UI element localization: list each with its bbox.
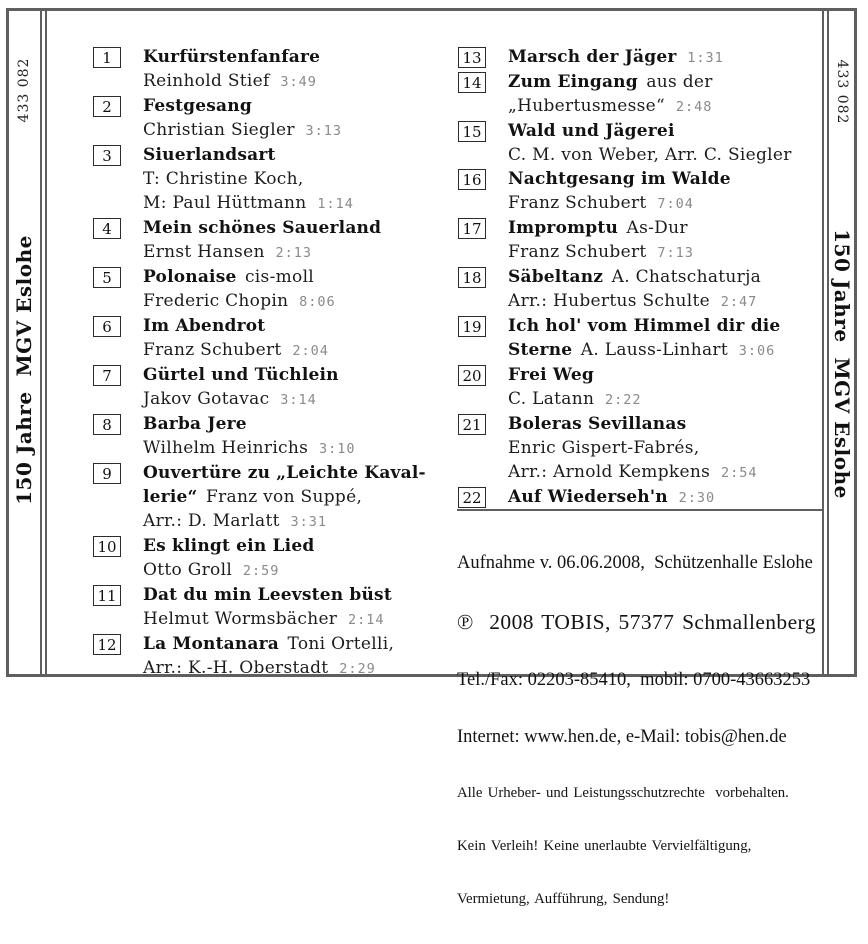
track-number: 3 bbox=[93, 145, 121, 166]
track-item bbox=[93, 412, 455, 461]
track-credit: Frederic Chopin bbox=[143, 291, 289, 311]
track-lines bbox=[143, 632, 394, 681]
track-number: 14 bbox=[458, 72, 486, 93]
track-time: 1:31 bbox=[687, 50, 724, 66]
track-number: 6 bbox=[93, 316, 121, 337]
track-number: 18 bbox=[458, 267, 486, 288]
spine-title-left: 150 Jahre MGV Eslohe bbox=[12, 235, 36, 505]
track-lines bbox=[508, 119, 792, 167]
track-line bbox=[508, 45, 724, 70]
track-item bbox=[93, 461, 455, 534]
track-credit: Ernst Hansen bbox=[143, 242, 265, 262]
track-time: 3:49 bbox=[280, 74, 317, 90]
track-credit: A. Lauss-Linhart bbox=[580, 340, 728, 360]
track-item bbox=[93, 632, 455, 681]
track-item bbox=[458, 265, 828, 314]
track-lines bbox=[143, 412, 355, 461]
track-time: 7:04 bbox=[657, 196, 694, 212]
track-title: lerie“ bbox=[143, 487, 198, 507]
track-title: Gürtel und Tüchlein bbox=[143, 365, 339, 385]
track-credit: Christian Siegler bbox=[143, 120, 295, 140]
track-title: Siuerlandsart bbox=[143, 145, 276, 165]
track-lines bbox=[143, 363, 339, 412]
track-line bbox=[143, 240, 381, 265]
track-line bbox=[143, 216, 381, 240]
track-line bbox=[143, 387, 339, 412]
track-number: 16 bbox=[458, 169, 486, 190]
track-title: Nachtgesang im Walde bbox=[508, 169, 731, 189]
track-line bbox=[143, 289, 336, 314]
track-line bbox=[143, 461, 426, 485]
track-item bbox=[93, 583, 455, 632]
track-line bbox=[508, 338, 780, 363]
track-line bbox=[143, 534, 314, 558]
track-number: 13 bbox=[458, 47, 486, 68]
track-credit: Arr.: Arnold Kempkens bbox=[508, 462, 711, 482]
track-line bbox=[143, 436, 355, 461]
track-title: Festgesang bbox=[143, 96, 252, 116]
track-column-left bbox=[93, 45, 455, 681]
track-line bbox=[508, 240, 694, 265]
track-time: 2:48 bbox=[675, 99, 713, 115]
track-time: 2:04 bbox=[292, 343, 329, 359]
track-line bbox=[143, 363, 339, 387]
phone-line: Tel./Fax: 02203-85410, mobil: 0700-43663253 bbox=[457, 670, 811, 690]
track-line bbox=[508, 314, 780, 338]
track-title: Kurfürstenfanfare bbox=[143, 47, 321, 67]
track-credit: M: Paul Hüttmann bbox=[143, 193, 307, 213]
track-item bbox=[93, 94, 455, 143]
track-line bbox=[508, 289, 761, 314]
track-item bbox=[458, 216, 828, 265]
track-lines bbox=[508, 167, 731, 216]
track-number: 15 bbox=[458, 121, 486, 142]
track-credit: Franz Schubert bbox=[508, 242, 647, 262]
track-title: Säbeltanz bbox=[508, 267, 604, 287]
track-item bbox=[93, 314, 455, 363]
track-line bbox=[143, 558, 314, 583]
track-time: 7:13 bbox=[657, 245, 694, 261]
track-item bbox=[93, 265, 455, 314]
track-time: 3:10 bbox=[318, 441, 356, 457]
legal-note-line: Kein Verleih! Keine unerlaubte Vervielfältigung, bbox=[457, 837, 752, 854]
track-line bbox=[143, 314, 329, 338]
track-lines bbox=[508, 363, 642, 412]
track-number: 4 bbox=[93, 218, 121, 239]
track-line bbox=[143, 412, 355, 436]
track-time: 2:30 bbox=[678, 490, 716, 506]
track-credit: Arr.: K.-H. Oberstadt bbox=[143, 658, 329, 678]
track-number: 11 bbox=[93, 585, 121, 606]
info-block bbox=[457, 516, 832, 944]
track-line bbox=[143, 94, 342, 118]
track-line bbox=[508, 70, 713, 94]
track-credit: „Hubertusmesse“ bbox=[508, 96, 666, 116]
track-credit: aus der bbox=[646, 72, 713, 92]
track-number: 2 bbox=[93, 96, 121, 117]
track-line bbox=[143, 143, 354, 167]
track-line bbox=[143, 338, 329, 363]
track-number: 22 bbox=[458, 487, 486, 508]
track-line bbox=[143, 167, 354, 191]
track-item bbox=[458, 167, 828, 216]
track-title: Es klingt ein Lied bbox=[143, 536, 315, 556]
track-time: 3:14 bbox=[280, 392, 317, 408]
track-line bbox=[508, 167, 731, 191]
track-line bbox=[508, 119, 792, 143]
track-line bbox=[508, 363, 642, 387]
track-item bbox=[458, 412, 828, 485]
track-line bbox=[143, 583, 392, 607]
track-title: Ouvertüre zu „Leichte Kaval- bbox=[143, 463, 426, 483]
track-lines bbox=[143, 265, 336, 314]
track-time: 3:06 bbox=[738, 343, 776, 359]
track-line bbox=[508, 460, 757, 485]
track-line bbox=[508, 485, 715, 510]
track-number: 9 bbox=[93, 463, 121, 484]
track-title: Zum Eingang bbox=[508, 72, 638, 92]
track-line bbox=[143, 656, 394, 681]
track-credit: Franz von Suppé, bbox=[205, 487, 363, 507]
track-lines bbox=[143, 314, 329, 363]
track-item bbox=[93, 45, 455, 94]
track-time: 1:14 bbox=[317, 196, 354, 212]
track-credit: As-Dur bbox=[626, 218, 688, 238]
track-credit: Franz Schubert bbox=[508, 193, 647, 213]
track-lines bbox=[143, 534, 314, 583]
recording-info: Aufnahme v. 06.06.2008, Schützenhalle Eslohe bbox=[457, 553, 813, 573]
track-item bbox=[458, 314, 828, 363]
track-lines bbox=[508, 485, 715, 510]
spine-title-right: 150 Jahre MGV Eslohe bbox=[830, 229, 854, 499]
track-number: 8 bbox=[93, 414, 121, 435]
legal-note-line: Vermietung, Aufführung, Sendung! bbox=[457, 890, 670, 907]
track-title: Marsch der Jäger bbox=[508, 47, 677, 67]
track-title: Ich hol' vom Himmel dir die bbox=[508, 316, 781, 336]
track-lines bbox=[508, 314, 780, 363]
track-lines bbox=[508, 216, 694, 265]
track-credit: Enric Gispert-Fabrés, bbox=[508, 438, 700, 458]
track-credit: C. Latann bbox=[508, 389, 595, 409]
track-line bbox=[143, 69, 320, 94]
track-line bbox=[508, 143, 792, 167]
track-title: Mein schönes Sauerland bbox=[143, 218, 382, 238]
track-line bbox=[508, 216, 694, 240]
track-title: Im Abendrot bbox=[143, 316, 266, 336]
track-number: 10 bbox=[93, 536, 121, 557]
track-item bbox=[458, 45, 828, 70]
track-credit: Jakov Gotavac bbox=[143, 389, 270, 409]
track-lines bbox=[508, 70, 713, 119]
track-line bbox=[508, 436, 757, 460]
track-lines bbox=[143, 216, 381, 265]
track-line bbox=[143, 191, 354, 216]
track-title: Sterne bbox=[508, 340, 573, 360]
catalog-number-left: 433 082 bbox=[16, 57, 32, 123]
track-lines bbox=[143, 143, 354, 216]
track-title: Boleras Sevillanas bbox=[508, 414, 687, 434]
track-credit: Arr.: Hubertus Schulte bbox=[508, 291, 710, 311]
track-credit: C. M. von Weber, Arr. C. Siegler bbox=[508, 145, 792, 165]
track-line bbox=[508, 265, 761, 289]
track-line bbox=[143, 632, 394, 656]
track-number: 19 bbox=[458, 316, 486, 337]
track-number: 17 bbox=[458, 218, 486, 239]
track-credit: Helmut Wormsbächer bbox=[143, 609, 338, 629]
internet-line: Internet: www.hen.de, e-Mail: tobis@hen.de bbox=[457, 727, 787, 747]
track-number: 5 bbox=[93, 267, 121, 288]
track-title: Wald und Jägerei bbox=[508, 121, 675, 141]
track-credit: Franz Schubert bbox=[143, 340, 282, 360]
track-time: 3:31 bbox=[290, 514, 328, 530]
track-line bbox=[508, 387, 642, 412]
track-item bbox=[458, 363, 828, 412]
track-lines bbox=[508, 265, 761, 314]
track-credit: Arr.: D. Marlatt bbox=[143, 511, 280, 531]
track-number: 7 bbox=[93, 365, 121, 386]
track-title: Polonaise bbox=[143, 267, 237, 287]
info-divider bbox=[457, 509, 823, 511]
track-item bbox=[93, 363, 455, 412]
track-line bbox=[508, 412, 757, 436]
track-lines bbox=[508, 45, 724, 70]
track-credit: cis-moll bbox=[244, 267, 315, 287]
track-time: 2:22 bbox=[605, 392, 642, 408]
track-time: 2:59 bbox=[242, 563, 280, 579]
track-line bbox=[508, 94, 713, 119]
legal-note-line: Alle Urheber- und Leistungsschutzrechte vorbehalten. bbox=[457, 784, 789, 801]
track-time: 8:06 bbox=[299, 294, 336, 310]
track-title: Dat du min Leevsten büst bbox=[143, 585, 392, 605]
track-title: Auf Wiederseh'n bbox=[508, 487, 668, 507]
track-time: 2:13 bbox=[275, 245, 312, 261]
track-number: 1 bbox=[93, 47, 121, 68]
track-time: 3:13 bbox=[305, 123, 343, 139]
track-line bbox=[143, 118, 342, 143]
track-lines bbox=[143, 45, 320, 94]
track-number: 20 bbox=[458, 365, 486, 386]
publisher-line: ℗ 2008 TOBIS, 57377 Schmallenberg bbox=[457, 610, 816, 634]
track-lines bbox=[508, 412, 757, 485]
track-line bbox=[143, 45, 320, 69]
track-time: 2:29 bbox=[339, 661, 376, 677]
track-credit: A. Chatschaturja bbox=[611, 267, 762, 287]
track-credit: Wilhelm Heinrichs bbox=[143, 438, 309, 458]
track-title: La Montanara bbox=[143, 634, 280, 654]
track-line bbox=[143, 485, 426, 509]
catalog-number-right: 433 082 bbox=[834, 59, 850, 125]
track-column-right bbox=[458, 45, 828, 510]
track-line bbox=[143, 265, 336, 289]
track-lines bbox=[143, 94, 342, 143]
track-item bbox=[458, 119, 828, 167]
track-lines bbox=[143, 583, 392, 632]
track-title: Frei Weg bbox=[508, 365, 594, 385]
track-credit: T: Christine Koch, bbox=[143, 169, 304, 189]
track-line bbox=[143, 509, 426, 534]
track-credit: Toni Ortelli, bbox=[287, 634, 395, 654]
track-item bbox=[93, 216, 455, 265]
track-line bbox=[508, 191, 731, 216]
track-title: Impromptu bbox=[508, 218, 619, 238]
track-time: 2:54 bbox=[720, 465, 758, 481]
track-time: 2:14 bbox=[348, 612, 385, 628]
track-number: 12 bbox=[93, 634, 121, 655]
track-lines bbox=[143, 461, 426, 534]
track-credit: Otto Groll bbox=[143, 560, 233, 580]
track-item bbox=[93, 143, 455, 216]
track-number: 21 bbox=[458, 414, 486, 435]
track-item bbox=[458, 70, 828, 119]
track-line bbox=[143, 607, 392, 632]
track-item bbox=[93, 534, 455, 583]
track-time: 2:47 bbox=[720, 294, 758, 310]
spine-fold-line-left bbox=[40, 8, 47, 677]
track-item bbox=[458, 485, 828, 510]
track-title: Barba Jere bbox=[143, 414, 247, 434]
track-credit: Reinhold Stief bbox=[143, 71, 270, 91]
